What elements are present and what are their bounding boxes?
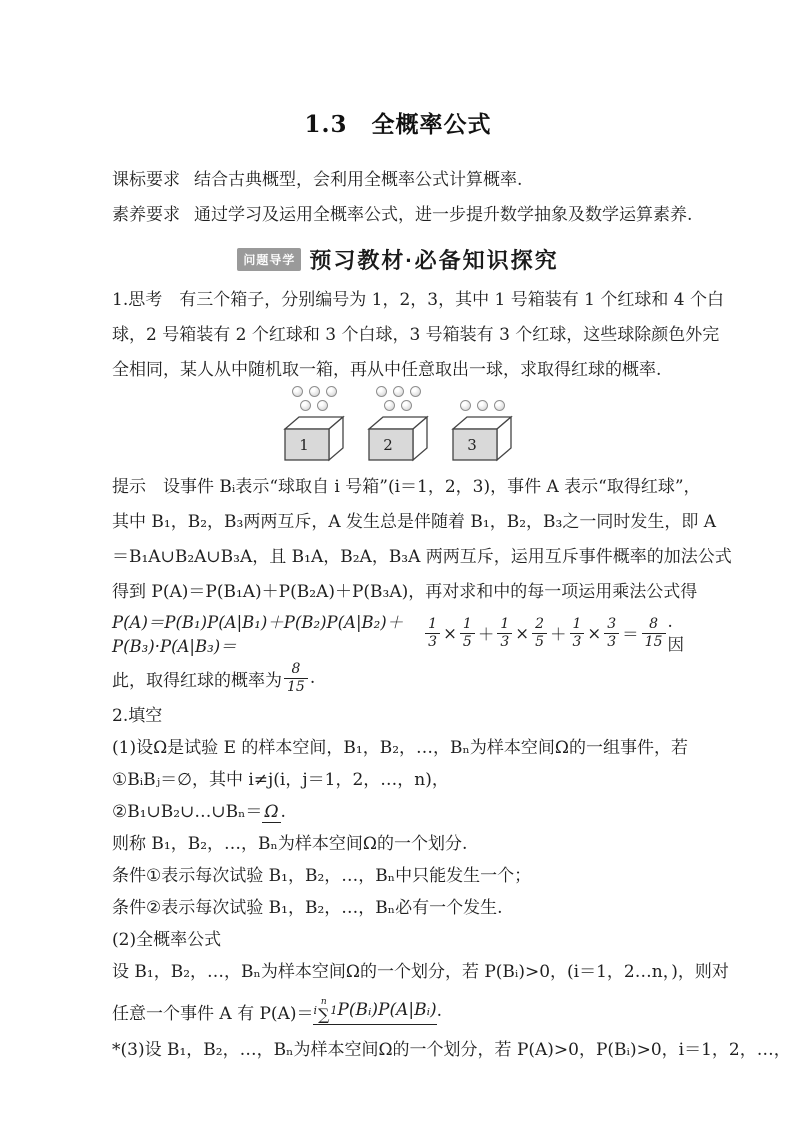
section-badge: 问题导学: [237, 248, 301, 271]
box-group: [366, 386, 430, 462]
ball-row: [460, 400, 505, 411]
formula-tail: .因: [667, 611, 684, 654]
curriculum-requirement-line: [112, 163, 684, 198]
ball-icon: [460, 400, 471, 411]
total-probability-formula-line: [112, 988, 684, 1034]
conclusion-suffix: .: [309, 668, 316, 688]
sum-index-left: i: [313, 1003, 317, 1017]
sum-body: P(Bᵢ)P(A|Bᵢ): [337, 1000, 437, 1020]
frac-denominator: 3: [425, 633, 440, 650]
frac-denominator: 3: [604, 633, 619, 650]
ball-icon: [376, 386, 387, 397]
requirement-text: 结合古典概型，会利用全概率公式计算概率.: [194, 170, 523, 190]
formula-lhs: P(A)＝P(B₁)P(A|B₁)＋P(B₂)P(A|B₂)＋P(B₃)·P(A|B₃)＝: [112, 613, 404, 656]
requirement-label: 课标要求: [112, 170, 180, 190]
frac-numerator: 2: [535, 616, 544, 633]
ball-icon: [477, 400, 488, 411]
operator: ＋: [550, 625, 567, 644]
think-line: 球，2 号箱装有 2 个红球和 3 个白球，3 号箱装有 3 个红球，这些球除颜色外完: [112, 325, 720, 345]
frac-numerator: 1: [500, 616, 510, 633]
hint-line: 提示 设事件 Bᵢ表示“球取自 i 号箱”(i＝1，2，3)，事件 A 表示“取得红球”，: [112, 477, 701, 497]
frac-numerator: 8: [649, 616, 659, 633]
ball-row: [384, 400, 412, 411]
fraction: [460, 616, 475, 649]
box-3d-icon: [282, 414, 346, 462]
frac-numerator: 8: [291, 661, 301, 678]
sigma-icon: [318, 998, 329, 1023]
literacy-requirement-line: [112, 198, 693, 233]
hint-line: ＝B₁A∪B₂A∪B₃A，且 B₁A，B₂A，B₃A 两两互斥，运用互斥事件概率的加法公式: [112, 547, 732, 567]
fill-line-suffix: .: [280, 802, 286, 822]
ball-row: [300, 400, 328, 411]
fill-line-prefix: ②B₁∪B₂∪…∪Bₙ＝: [112, 802, 263, 822]
box-group: [282, 386, 346, 462]
ball-row: [376, 386, 421, 397]
fill-heading: 2.填空: [112, 706, 163, 726]
frac-numerator: 1: [572, 616, 582, 633]
operator: ＋: [477, 625, 495, 644]
ball-icon: [317, 400, 328, 411]
fill-line: ①BᵢBⱼ＝∅，其中 i≠j(i，j＝1，2，…，n)，: [112, 770, 449, 790]
frac-denominator: 5: [532, 633, 547, 650]
conclusion-prefix: 此，取得红球的概率为: [112, 670, 282, 691]
fraction: [570, 616, 585, 649]
fill-line: 设 B₁，B₂，…，Bₙ为样本空间Ω的一个划分，若 P(Bᵢ)>0，(i＝1，2…n，)，则对: [112, 962, 729, 982]
hint-line: 其中 B₁，B₂，B₃两两互斥，A 发生总是伴随着 B₁，B₂，B₃之一同时发生，即 A: [112, 512, 717, 532]
frac-denominator: 3: [570, 633, 585, 650]
fill-line: (2)全概率公式: [112, 930, 222, 950]
fraction: [425, 616, 440, 649]
balls: [292, 386, 337, 411]
fill-line: [112, 796, 684, 828]
section-title: 预习教材·必备知识探究: [309, 247, 559, 273]
box-label: 2: [383, 436, 393, 454]
sigma-symbol: ∑: [318, 1004, 330, 1024]
requirement-text: 通过学习及运用全概率公式，进一步提升数学抽象及数学运算素养.: [194, 205, 693, 225]
boxes-figure: [112, 394, 684, 462]
fill-line: 条件①表示每次试验 B₁，B₂，…，Bₙ中只能发生一个；: [112, 866, 532, 886]
sum-lower-limit: 1: [330, 1003, 338, 1017]
box-label: 1: [299, 436, 309, 454]
hint-line: 得到 P(A)＝P(B₁A)＋P(B₂A)＋P(B₃A)，再对求和中的每一项运用乘法公式得: [112, 582, 698, 602]
fill-line: 条件②表示每次试验 B₁，B₂，…，Bₙ必有一个发生.: [112, 898, 503, 918]
box-3d-icon: [450, 414, 514, 462]
operator: ×: [587, 623, 602, 643]
sum-line-suffix: .: [436, 1001, 443, 1021]
ball-icon: [292, 386, 303, 397]
conclusion-line: [112, 656, 684, 700]
frac-numerator: 1: [462, 616, 472, 633]
probability-formula-line: [112, 610, 684, 656]
box-label: 3: [467, 436, 477, 454]
frac-denominator: 15: [284, 678, 308, 695]
ball-icon: [326, 386, 337, 397]
frac-denominator: 15: [642, 633, 666, 650]
requirement-label: 素养要求: [112, 205, 180, 225]
sum-line-prefix: 任意一个事件 A 有 P(A)＝: [112, 1003, 314, 1024]
ball-icon: [410, 386, 421, 397]
ball-icon: [384, 400, 395, 411]
ball-icon: [309, 386, 320, 397]
think-line: 全相同，某人从中随机取一箱，再从中任意取出一球，求取得红球的概率.: [112, 360, 662, 380]
ball-icon: [300, 400, 311, 411]
operator: ×: [443, 623, 457, 643]
operator: ＝: [622, 625, 639, 644]
frac-numerator: 3: [607, 616, 617, 633]
ball-icon: [393, 386, 404, 397]
frac-denominator: 5: [460, 633, 475, 650]
box-group: [450, 400, 514, 462]
think-line: 1.思考 有三个箱子，分别编号为 1，2，3，其中 1 号箱装有 1 个红球和 4 个白: [112, 290, 724, 310]
balls: [376, 386, 421, 411]
fraction: [284, 661, 308, 694]
box-3d-icon: [366, 414, 430, 462]
fill-line: (1)设Ω是试验 E 的样本空间，B₁，B₂，…，Bₙ为样本空间Ω的一组事件，若: [112, 738, 688, 758]
ball-row: [292, 386, 337, 397]
fraction: [497, 616, 512, 649]
fraction: [642, 616, 666, 649]
fill-line: 则称 B₁，B₂，…，Bₙ为样本空间Ω的一个划分.: [112, 834, 468, 854]
operator: ×: [515, 623, 530, 643]
ball-icon: [401, 400, 412, 411]
frac-denominator: 3: [497, 633, 512, 650]
page-content: [112, 106, 791, 1066]
fill-line: *(3)设 B₁，B₂，…，Bₙ为样本空间Ω的一个划分，若 P(A)>0，P(Bᵢ)>0，i＝1，2，…，: [112, 1040, 791, 1060]
section-header: [112, 241, 684, 277]
sum-expression: [313, 998, 436, 1025]
sum-upper-limit: n: [320, 996, 327, 1007]
frac-numerator: 1: [428, 616, 438, 633]
fraction: [532, 616, 547, 649]
ball-icon: [494, 400, 505, 411]
page-title: 1.3 全概率公式: [304, 111, 492, 138]
balls: [460, 400, 505, 411]
blank-answer: Ω: [264, 802, 279, 822]
fraction: [604, 616, 619, 649]
